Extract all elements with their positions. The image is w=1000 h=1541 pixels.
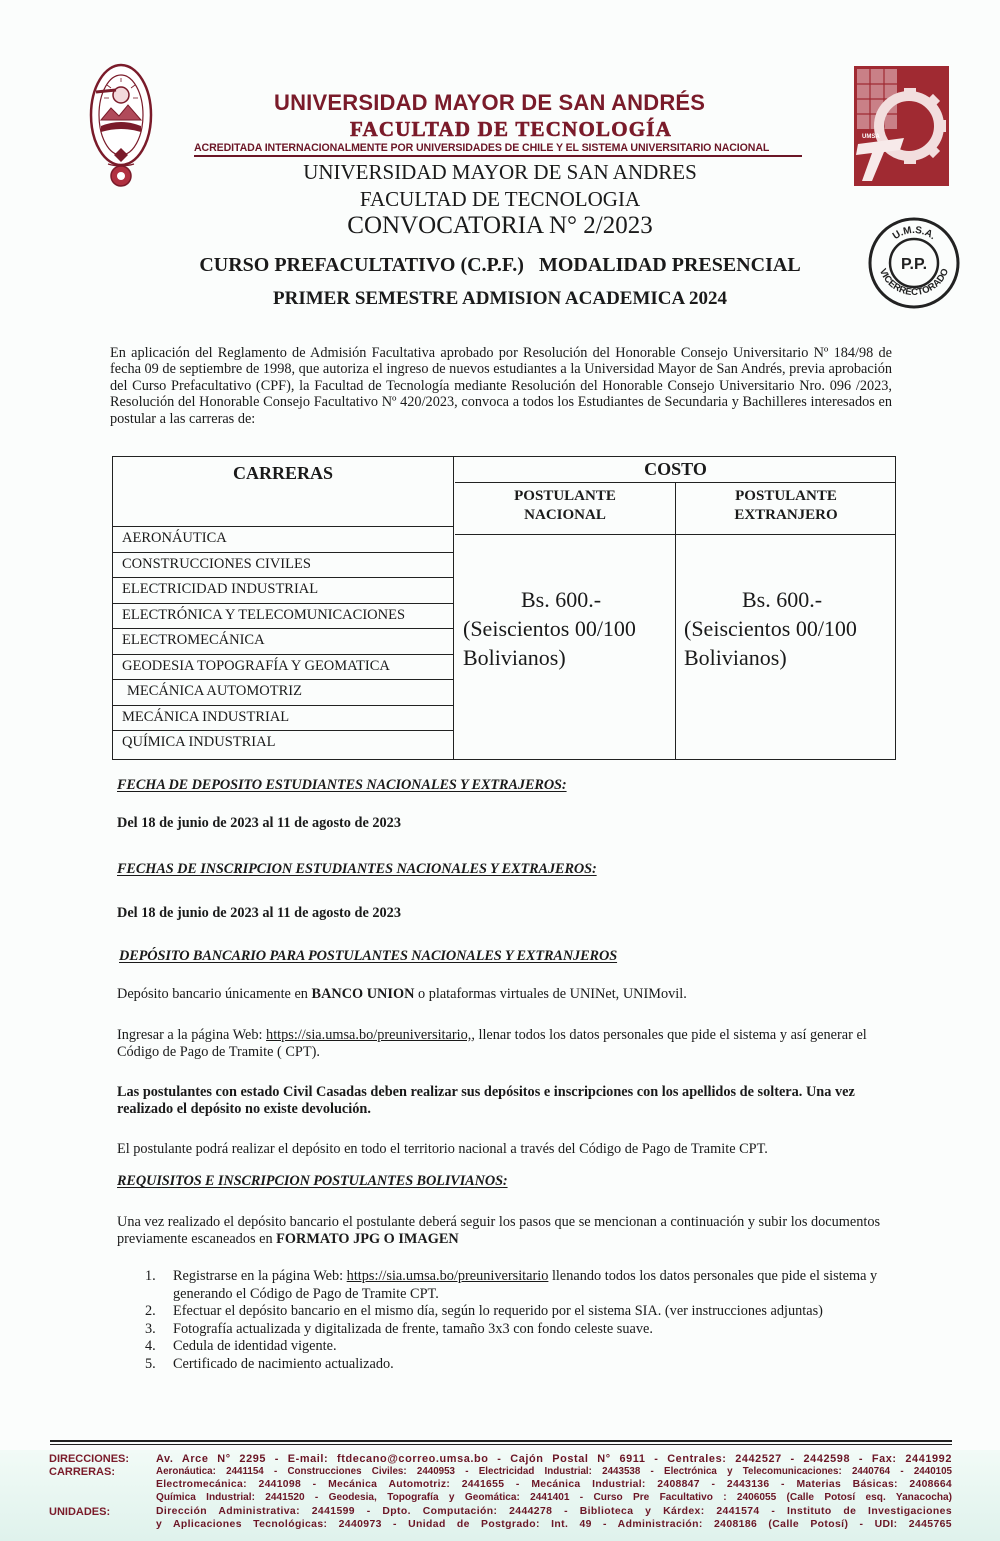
bank-deposit-heading: DEPÓSITO BANCARIO PARA POSTULANTES NACIONALES Y EXTRANJEROS — [119, 948, 618, 964]
title-course: CURSO PREFACULTATIVO (C.P.F.) MODALIDAD PRESENCIAL — [199, 254, 801, 276]
career-row: CONSTRUCCIONES CIVILES — [113, 553, 453, 579]
registration-dates-text: Del 18 de junio de 2023 al 11 de agosto de 2023 — [117, 905, 401, 921]
foreign-cost-words-2: Bolivianos) — [684, 645, 787, 670]
national-applicant-header: POSTULANTE NACIONAL — [455, 483, 676, 535]
svg-text:U.M.S.A.: U.M.S.A. — [890, 224, 938, 243]
cost-header: COSTO — [455, 457, 896, 483]
footer-carreras-line-2: Electromecánica: 2441098 - Mecánica Automotriz: 2441655 - Mecánica Industrial: 2408847 - 2443136 - Materias Básicas: 2408664 — [156, 1479, 952, 1490]
svg-text:UMSA: UMSA — [862, 134, 880, 140]
requirements-intro: Una vez realizado el depósito bancario el postulante deberá seguir los pasos que se mencionan a continuación y subir los documentos previamente escaneados en FORMATO JPG O IMAGEN — [117, 1214, 881, 1247]
deposit-dates-heading: FECHA DE DEPOSITO ESTUDIANTES NACIONALES Y EXTRAJEROS: — [117, 777, 567, 793]
careers-list — [113, 527, 453, 757]
bank-name: BANCO UNION — [311, 986, 415, 1002]
letterhead-faculty-name: FACULTAD DE TECNOLOGÍA — [350, 117, 673, 141]
svg-text:P.P.: P.P. — [900, 256, 928, 273]
svg-text:VICERRECTORADO: VICERRECTORADO — [876, 266, 952, 299]
title-university: UNIVERSIDAD MAYOR DE SAN ANDRES — [303, 160, 697, 184]
footer-divider — [50, 1440, 952, 1442]
footer-label-direcciones: DIRECCIONES: — [49, 1453, 130, 1465]
title-convocatoria: CONVOCATORIA N° 2/2023 — [347, 212, 653, 239]
intro-paragraph: En aplicación del Reglamento de Admisión Facultativa aprobado por Resolución del Honorable Consejo Universitario Nº 184/98 de fecha 09 de septiembre de 1998, que autoriza el ingreso de nuevos estudiantes a la Universidad Mayor de San Andrés, previa aprobación del Curso Prefacultativo (CPF), la Facultad de Tecnología mediante Resolución del Honorable Consejo Universitario Nro. 096 /2023, Resolución del Honorable Consejo Facultativo Nº 420/2023, convoca a todos los Estudiantes de Secundaria y Bachilleres interesados en postular a las carreras de: — [110, 345, 892, 427]
footer-carreras-line-3: Química Industrial: 2441520 - Geodesia, Topografía y Geomática: 2441401 - Curso Pre Facultativo : 2406055 (Calle Potosí esq. Yanacocha) — [156, 1492, 952, 1503]
footer-label-unidades: UNIDADES: — [49, 1506, 111, 1518]
footer-address-line: Av. Arce N° 2295 - E-mail: ftdecano@correo.umsa.bo - Cajón Postal N° 6911 - Centrales: 2442527 - 2442598 - Fax: 2441992 — [156, 1453, 952, 1465]
title-faculty: FACULTAD DE TECNOLOGIA — [359, 187, 641, 211]
sia-link[interactable]: https://sia.umsa.bo/preuniversitario, — [266, 1027, 472, 1043]
foreign-applicant-header: POSTULANTE EXTRANJERO — [676, 483, 896, 535]
requirement-item: 2. Efectuar el depósito bancario en el mismo día, según lo requerido por el sistema SIA. (ver instrucciones adjuntas) — [145, 1303, 823, 1319]
footer-unidades-line-1: Dirección Administrativa: 2441599 - Dpto. Computación: 2444278 - Biblioteca y Kárdex: 2441574 - Instituto de Investigaciones — [156, 1506, 952, 1517]
requirement-item: 3. Fotografía actualizada y digitalizada de frente, tamaño 3x3 con fondo celeste suave. — [145, 1320, 653, 1337]
national-cost-words: (Seiscientos 00/100 — [463, 616, 636, 641]
website-paragraph: Ingresar a la página Web: https://sia.umsa.bo/preuniversitario,, llenar todos los datos personales que pide el sistema y así generar el Código de Pago de Tramite ( CPT). — [117, 1027, 867, 1060]
career-row: ELECTRÓNICA Y TELECOMUNICACIONES — [113, 604, 453, 630]
requirement-item: 4. Cedula de identidad vigente. — [145, 1338, 337, 1354]
career-row: QUÍMICA INDUSTRIAL — [122, 734, 276, 750]
footer-label-carreras: CARRERAS: — [49, 1466, 115, 1478]
careers-column — [113, 457, 454, 759]
career-row: ELECTRICIDAD INDUSTRIAL — [113, 578, 453, 604]
careers-header: CARRERAS — [113, 457, 453, 527]
footer-divider-thin — [50, 1444, 952, 1445]
bank-deposit-paragraph: Depósito bancario únicamente en BANCO UNION o plataformas virtuales de UNINet, UNIMovil. — [117, 986, 687, 1002]
foreign-cost-words: (Seiscientos 00/100 — [684, 616, 857, 641]
married-applicants-notice: Las postulantes con estado Civil Casadas deben realizar sus depósitos e inscripciones con los apellidos de soltera. Una vez realizado el depósito no existe devolución. — [117, 1084, 855, 1117]
foreign-cost-amount: Bs. 600.- — [742, 587, 823, 612]
footer-carreras-line-1: Aeronáutica: 2441154 - Construcciones Civiles: 2440953 - Electricidad Industrial: 2443538 - Electrónica y Telecomunicaciones: 2440764 - 2440105 — [156, 1466, 952, 1477]
title-semester: PRIMER SEMESTRE ADMISION ACADEMICA 2024 — [273, 288, 727, 309]
requirements-list — [145, 1268, 890, 1373]
requirements-heading: REQUISITOS E INSCRIPCION POSTULANTES BOLIVIANOS: — [117, 1173, 508, 1189]
national-cost-words-2: Bolivianos) — [463, 645, 566, 670]
footer-unidades-line-2: y Aplicaciones Tecnológicas: 2440973 - Unidad de Postgrado: Int. 49 - Administración: 2408186 (Calle Potosí) - UDI: 2445765 — [156, 1519, 952, 1530]
letterhead-accreditation: ACREDITADA INTERNACIONALMENTE POR UNIVERSIDADES DE CHILE Y EL SISTEMA UNIVERSITARIO NACIONAL — [194, 142, 802, 157]
national-cost-amount: Bs. 600.- — [521, 587, 602, 612]
national-cost-cell — [455, 535, 676, 759]
careers-cost-table — [112, 456, 896, 760]
sia-link[interactable]: https://sia.umsa.bo/preuniversitario — [346, 1268, 549, 1284]
registration-dates-heading: FECHAS DE INSCRIPCION ESTUDIANTES NACIONALES Y EXTRAJEROS: — [117, 861, 597, 877]
requirement-item: 5. Certificado de nacimiento actualizado. — [145, 1355, 394, 1372]
requirement-item: 1. Registrarse en la página Web: https://sia.umsa.bo/preuniversitario llenando todos los datos personales que pide el sistema y generando el Código de Pago de Tramite CPT. — [145, 1268, 878, 1302]
career-row: AERONÁUTICA — [113, 527, 453, 553]
career-row: GEODESIA TOPOGRAFÍA Y GEOMATICA — [113, 655, 453, 681]
national-territory-paragraph: El postulante podrá realizar el depósito en todo el territorio nacional a través del Código de Pago de Tramite CPT. — [117, 1141, 768, 1157]
career-row: ELECTROMECÁNICA — [113, 629, 453, 655]
career-row: MECÁNICA AUTOMOTRIZ — [113, 680, 453, 706]
career-row: MECÁNICA INDUSTRIAL — [113, 706, 453, 732]
deposit-dates-text: Del 18 de junio de 2023 al 11 de agosto de 2023 — [117, 815, 401, 831]
letterhead-university-name: UNIVERSIDAD MAYOR DE SAN ANDRÉS — [274, 90, 706, 115]
foreign-cost-cell — [676, 535, 896, 759]
